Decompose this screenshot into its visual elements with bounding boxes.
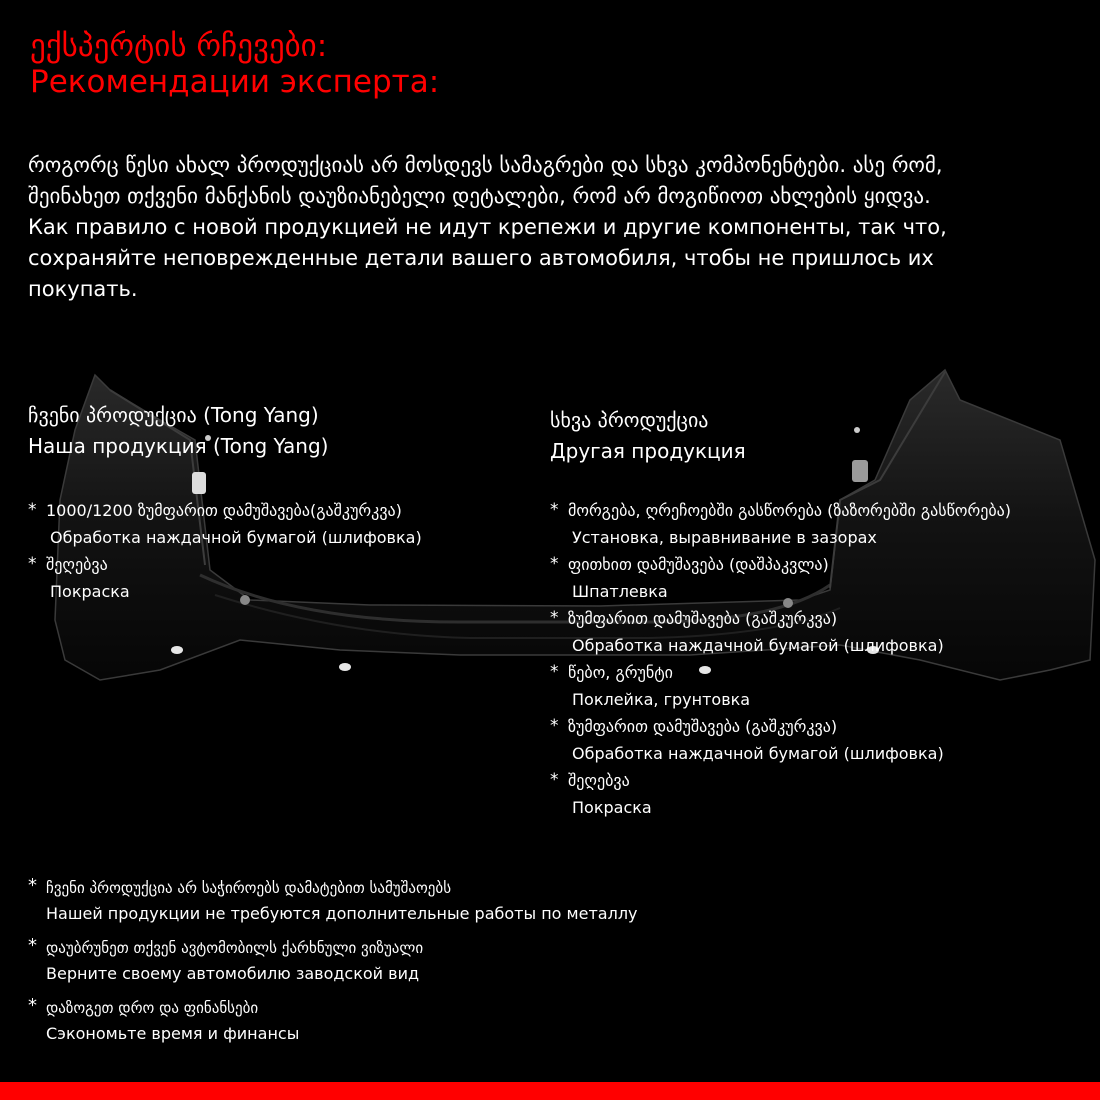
- bullet: *: [550, 608, 559, 628]
- other-product-column: [550, 405, 1011, 822]
- bullet: *: [550, 716, 559, 736]
- item-ru: Установка, выравнивание в зазорах: [572, 528, 877, 547]
- title-ka: ექსპერტის რჩევები:: [30, 28, 328, 64]
- title-ru: Рекомендации эксперта:: [30, 64, 440, 100]
- our-product-title-ru: Наша продукция (Tong Yang): [28, 434, 329, 458]
- note-ru: Нашей продукции не требуются дополнительные работы по металлу: [46, 904, 638, 923]
- item-ka: 1000/1200 ზუმფარით დამუშავება(გაშკურკვა): [46, 501, 402, 520]
- list-item: [28, 552, 422, 605]
- bullet: *: [550, 554, 559, 574]
- item-ru: Обработка наждачной бумагой (шлифовка): [572, 636, 944, 655]
- bullet: *: [28, 875, 37, 896]
- intro-ru: Как правило с новой продукцией не идут крепежи и другие компоненты, так что, сохраняйте неповрежденные детали вашего автомобиля, чтобы не пришлось их покупать.: [28, 215, 947, 301]
- item-ru: Обработка наждачной бумагой (шлифовка): [572, 744, 944, 763]
- intro-text: [28, 150, 1038, 305]
- bottom-accent-bar: [0, 1082, 1100, 1100]
- note-item: [28, 875, 638, 927]
- list-item: [550, 660, 1011, 713]
- bullet: *: [550, 662, 559, 682]
- item-ru: Покраска: [572, 798, 652, 817]
- item-ka: ფითხით დამუშავება (დაშპაკვლა): [568, 555, 829, 574]
- note-ru: Сэкономьте время и финансы: [46, 1024, 300, 1043]
- bullet: *: [550, 500, 559, 520]
- list-item: [550, 606, 1011, 659]
- other-product-title-ka: სხვა პროდუქცია: [550, 408, 709, 432]
- bullet: *: [550, 770, 559, 790]
- list-item: [550, 768, 1011, 821]
- item-ka: მორგება, ღრეჩოებში გასწორება (ზაზორებში გასწორება): [568, 501, 1011, 520]
- item-ka: შეღებვა: [568, 771, 630, 790]
- item-ka: წებო, გრუნტი: [568, 663, 673, 682]
- note-ka: დაუბრუნეთ თქვენ ავტომობილს ქარხნული ვიზუალი: [46, 939, 424, 957]
- item-ru: Обработка наждачной бумагой (шлифовка): [50, 528, 422, 547]
- bullet: *: [28, 995, 37, 1016]
- note-ka: დაზოგეთ დრო და ფინანსები: [46, 999, 259, 1017]
- bullet: *: [28, 554, 37, 574]
- note-ka: ჩვენი პროდუქცია არ საჭიროებს დამატებით სამუშაოებს: [46, 879, 452, 897]
- list-item: [28, 498, 422, 551]
- item-ru: Поклейка, грунтовка: [572, 690, 751, 709]
- bullet: *: [28, 500, 37, 520]
- intro-ka: როგორც წესი ახალ პროდუქციას არ მოსდევს სამაგრები და სხვა კომპონენტები. ასე რომ, შეინახეთ თქვენი მანქანის დაუზიანებელი დეტალები, რომ არ მოგიწიოთ ახლების ყიდვა.: [28, 153, 943, 208]
- note-ru: Верните своему автомобилю заводской вид: [46, 964, 420, 983]
- note-item: [28, 935, 638, 987]
- item-ka: ზუმფარით დამუშავება (გაშკურკვა): [568, 609, 838, 628]
- notes-list: [28, 875, 638, 1055]
- item-ka: ზუმფარით დამუშავება (გაშკურკვა): [568, 717, 838, 736]
- our-product-column: [28, 400, 422, 606]
- note-item: [28, 995, 638, 1047]
- list-item: [550, 714, 1011, 767]
- other-product-title-ru: Другая продукция: [550, 439, 746, 463]
- list-item: [550, 552, 1011, 605]
- title-block: [30, 28, 439, 100]
- list-item: [550, 498, 1011, 551]
- item-ru: Шпатлевка: [572, 582, 668, 601]
- bullet: *: [28, 935, 37, 956]
- item-ru: Покраска: [50, 582, 130, 601]
- item-ka: შეღებვა: [46, 555, 108, 574]
- our-product-title-ka: ჩვენი პროდუქცია (Tong Yang): [28, 403, 319, 427]
